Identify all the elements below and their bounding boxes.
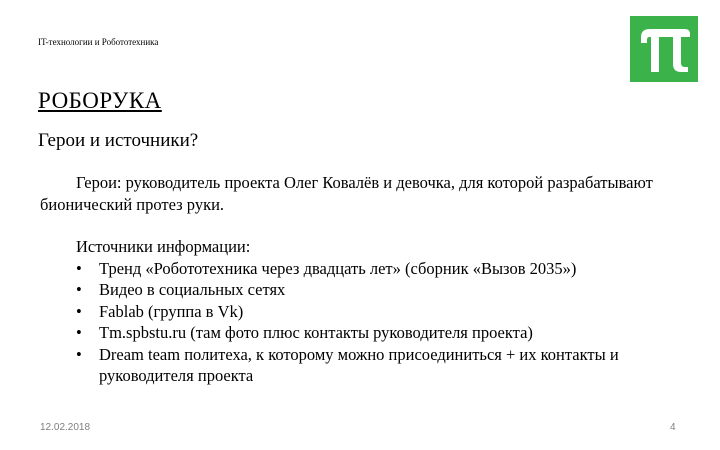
bullet-icon: • — [76, 344, 82, 364]
list-item — [76, 279, 676, 301]
list-item-text: Тренд «Робототехника через двадцать лет» (сборник «Вызов 2035») — [99, 258, 577, 278]
page-number: 4 — [670, 422, 676, 433]
bullet-icon: • — [76, 280, 82, 299]
sources-list — [76, 258, 676, 387]
list-item-text: Fablab (группа в Vk) — [99, 301, 244, 321]
slide-subtitle: Герои и источники? — [38, 130, 199, 151]
sources-heading: Источники информации: — [76, 237, 251, 256]
bullet-icon: • — [76, 258, 82, 278]
bullet-icon: • — [76, 323, 82, 342]
sources-block — [76, 236, 676, 387]
list-item-text: Tm.spbstu.ru (там фото плюс контакты руководителя проекта) — [99, 323, 533, 342]
logo — [630, 16, 698, 82]
header-text: IT-технологии и Робототехника — [38, 37, 159, 47]
bullet-icon: • — [76, 301, 82, 321]
list-item — [76, 322, 676, 344]
pi-icon — [635, 23, 693, 75]
list-item — [76, 301, 676, 323]
heroes-paragraph: Герои: руководитель проекта Олег Ковалёв и девочка, для которой разрабатывают бионический протез руки. — [40, 173, 653, 214]
slide-title: РОБОРУКА — [38, 88, 162, 113]
list-item-text: Dream team политеха, к которому можно присоединиться + их контакты и руководителя проекта — [99, 344, 619, 385]
list-item — [76, 344, 676, 387]
footer-date: 12.02.2018 — [40, 422, 91, 433]
list-item — [76, 258, 676, 280]
list-item-text: Видео в социальных сетях — [99, 280, 286, 299]
